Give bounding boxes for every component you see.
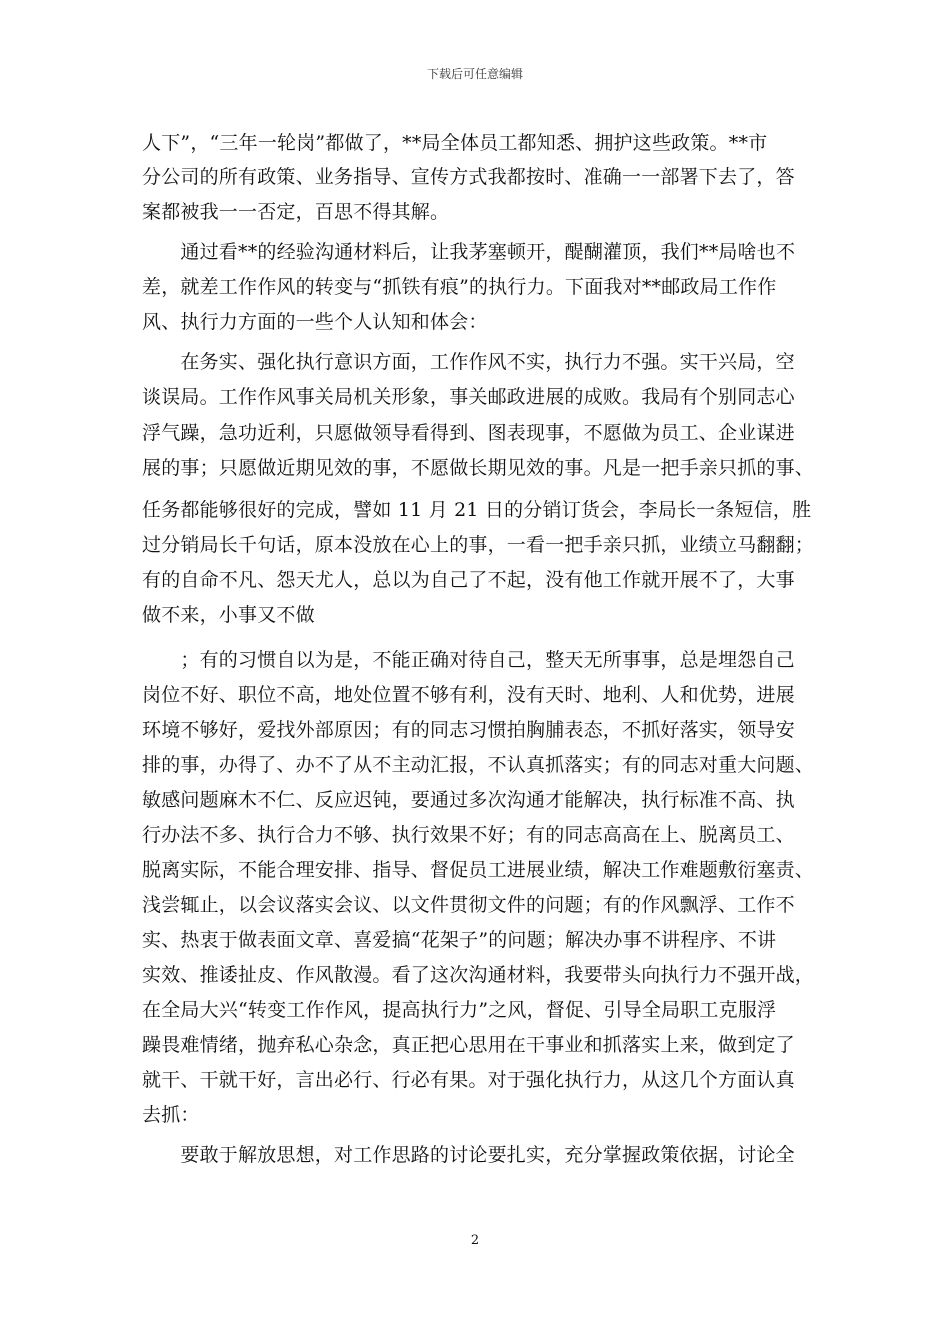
text-line: 实、热衷于做表面文章、喜爱搞“花架子”的问题；解决办事不讲程序、不讲 [142,929,777,951]
text-line: 做不来，小事又不做 [142,604,315,626]
text-line: 通过看**的经验沟通材料后，让我茅塞顿开，醍醐灌顶，我们**局啥也不 [142,241,796,263]
text-line: 浮气躁，急功近利，只愿做领导看得到、图表现事，不愿做为员工、企业谋进 [142,422,795,444]
text-line: 环境不够好，爱找外部原因；有的同志习惯拍胸脯表态，不抓好落实，领导安 [142,719,795,741]
text-line: 行办法不多、执行合力不够、执行效果不好；有的同志高高在上、脱离员工、 [142,824,795,846]
text-line: 敏感问题麻木不仁、反应迟钝，要通过多次沟通才能解决，执行标准不高、执 [142,789,795,811]
text-line: 风、执行力方面的一些个人认知和体会： [142,311,488,333]
text-line: 岗位不好、职位不高，地处位置不够有利，没有天时、地利、人和优势，进展 [142,684,795,706]
text-line: 人下”，“三年一轮岗”都做了，**局全体员工都知悉、拥护这些政策。**市 [142,132,768,154]
text-line: 脱离实际，不能合理安排、指导、督促员工进展业绩，解决工作难题敷衍塞责、 [142,859,815,881]
page-number: 2 [470,1233,480,1248]
text-line: 过分销局长千句话，原本没放在心上的事，一看一把手亲只抓，业绩立马翻翻； [142,534,815,556]
text-line: 谈误局。工作作风事关局机关形象，事关邮政进展的成败。我局有个别同志心 [142,386,795,408]
text-line: 就干、干就干好，言出必行、行必有果。对于强化执行力，从这几个方面认真 [142,1069,795,1091]
text-line: 实效、推诿扯皮、作风散漫。看了这次沟通材料，我要带头向执行力不强开战， [142,964,815,986]
text-line: 在全局大兴“转变工作作风，提高执行力”之风，督促、引导全局职工克服浮 [142,999,777,1021]
text-line: 排的事，办得了、办不了从不主动汇报，不认真抓落实；有的同志对重大问题、 [142,754,815,776]
text-line: 任务都能够很好的完成，譬如 11 月 21 日的分销订货会，李局长一条短信，胜 [142,499,812,521]
text-line: 有的自命不凡、怨天尤人，总以为自己了不起，没有他工作就开展不了，大事 [142,569,795,591]
text-line: 分公司的所有政策、业务指导、宣传方式我都按时、准确一一部署下去了，答 [142,166,795,188]
text-line: 躁畏难情绪，抛弃私心杂念，真正把心思用在干事业和抓落实上来，做到定了 [142,1034,795,1056]
text-line: 去抓： [142,1104,200,1126]
text-line: ；有的习惯自以为是，不能正确对待自己，整天无所事事，总是埋怨自己 [142,649,795,671]
text-line: 差，就差工作作风的转变与“抓铁有痕”的执行力。下面我对**邮政局工作作 [142,276,777,298]
text-line: 案都被我一一否定，百思不得其解。 [142,201,450,223]
page-header: 下载后可任意编辑 [426,67,523,81]
text-line: 要敢于解放思想，对工作思路的讨论要扎实，充分掌握政策依据，讨论全 [142,1144,795,1166]
text-line: 浅尝辄止，以会议落实会议、以文件贯彻文件的问题；有的作风飘浮、工作不 [142,894,795,916]
text-line: 展的事；只愿做近期见效的事，不愿做长期见效的事。凡是一把手亲只抓的事、 [142,457,815,479]
text-line: 在务实、强化执行意识方面，工作作风不实，执行力不强。实干兴局，空 [142,351,795,373]
